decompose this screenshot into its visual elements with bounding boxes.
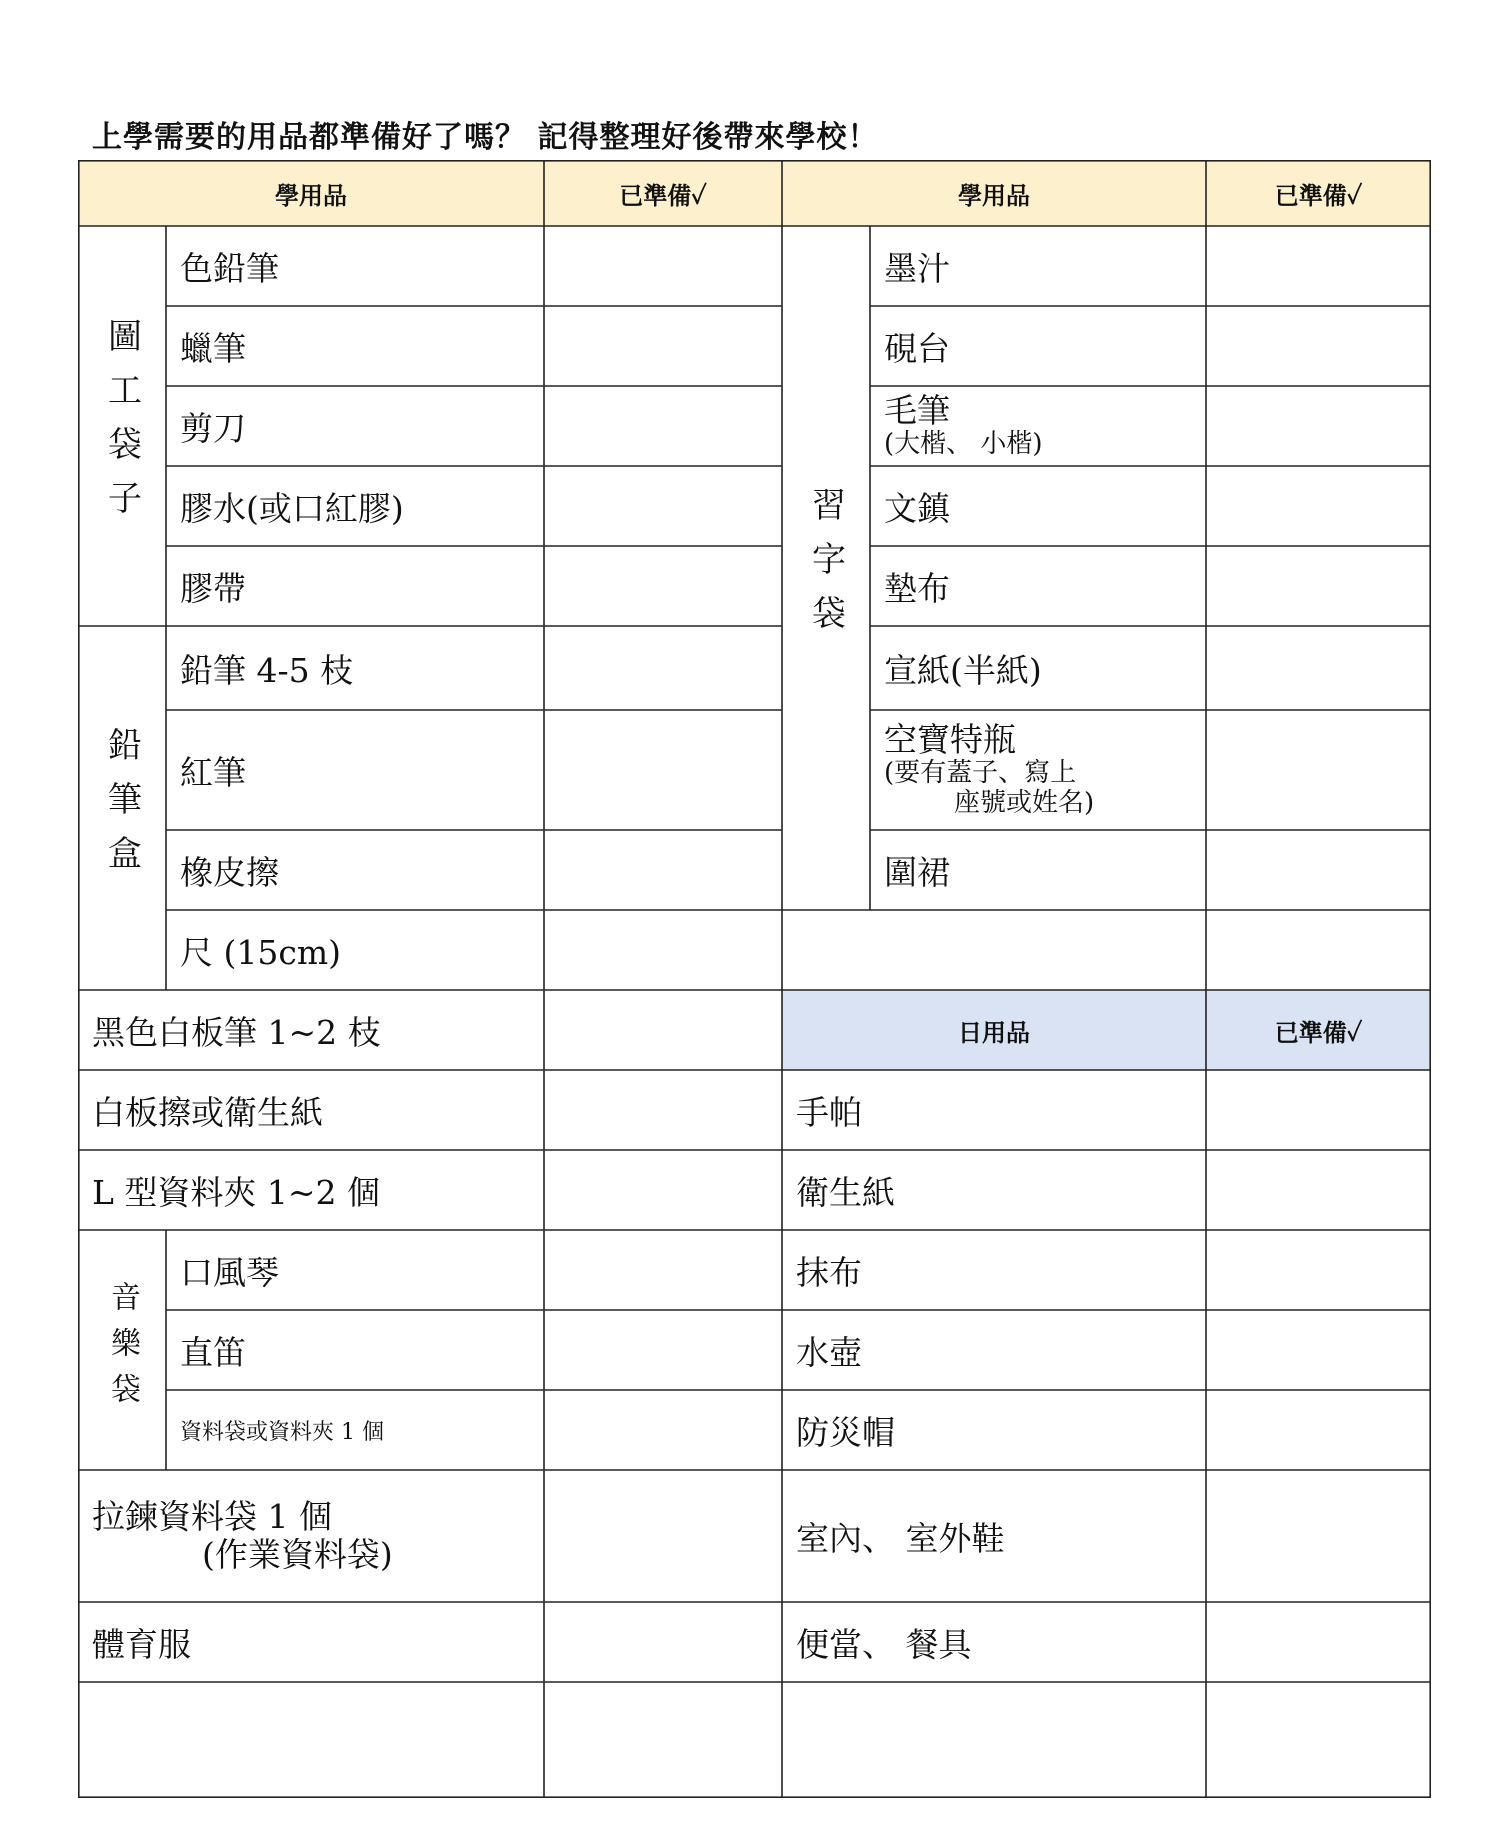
ready-checkbox-right[interactable] [1206, 910, 1431, 990]
item-harmonica: 口風琴 [180, 1252, 279, 1292]
item-ruler: 尺 (15cm) [180, 932, 342, 972]
item-brush-line2: (大楷、 小楷) [884, 429, 1043, 460]
item-bottle [870, 710, 1206, 830]
item-zip-bag-line1: 拉鍊資料袋 1 個 [92, 1497, 332, 1537]
item-pe-uniform: 體育服 [92, 1624, 191, 1664]
item-music-folder: 資料袋或資料夾 1 個 [180, 1419, 384, 1445]
ready-checkbox-left[interactable] [544, 226, 782, 306]
item-felt: 墊布 [884, 568, 950, 608]
group-calligraphy-bag: 習字袋 [805, 487, 846, 649]
header-ready-right: 已準備✓ [1274, 180, 1363, 210]
item-water-bottle: 水壺 [796, 1332, 862, 1372]
ready-checkbox-left[interactable] [544, 1682, 782, 1798]
ready-checkbox-left[interactable] [544, 1310, 782, 1390]
supply-checklist-table [78, 160, 1431, 1798]
item-pencils: 鉛筆 4-5 枝 [180, 650, 354, 690]
ready-checkbox-right[interactable] [1206, 226, 1431, 306]
item-lunchbox: 便當、 餐具 [796, 1624, 972, 1664]
ready-checkbox-left[interactable] [544, 830, 782, 910]
header-item-right: 學用品 [958, 180, 1030, 210]
ready-checkbox-left[interactable] [544, 546, 782, 626]
item-whiteboard-marker: 黑色白板筆 1~2 枝 [92, 1012, 381, 1052]
ready-checkbox-right[interactable] [1206, 306, 1431, 386]
ready-checkbox-left[interactable] [544, 710, 782, 830]
ready-checkbox-right[interactable] [1206, 1390, 1431, 1470]
ready-checkbox-left[interactable] [544, 1470, 782, 1602]
item-rice-paper: 宣紙(半紙) [884, 650, 1042, 690]
ready-checkbox-left[interactable] [544, 910, 782, 990]
header-daily-ready: 已準備✓ [1274, 1017, 1363, 1047]
item-eraser: 橡皮擦 [180, 852, 279, 892]
ready-checkbox-left[interactable] [544, 1390, 782, 1470]
ready-checkbox-right[interactable] [1206, 466, 1431, 546]
item-handkerchief: 手帕 [796, 1092, 862, 1132]
item-bottle-line2: (要有蓋子、寫上 [884, 758, 1077, 789]
header-daily-item: 日用品 [958, 1017, 1030, 1047]
item-ink: 墨汁 [884, 248, 950, 288]
item-tape: 膠帶 [180, 568, 246, 608]
ready-checkbox-left[interactable] [544, 1230, 782, 1310]
ready-checkbox-left[interactable] [544, 466, 782, 546]
ready-checkbox-left[interactable] [544, 306, 782, 386]
ready-checkbox-right[interactable] [1206, 386, 1431, 466]
ready-checkbox-right[interactable] [1206, 1150, 1431, 1230]
ready-checkbox-right[interactable] [1206, 1070, 1431, 1150]
group-pencil-case: 鉛筆盒 [101, 727, 142, 889]
item-inkstone: 硯台 [884, 328, 950, 368]
item-brush-line1: 毛筆 [884, 391, 950, 431]
item-recorder: 直笛 [180, 1332, 246, 1372]
header-ready-left: 已準備✓ [619, 180, 707, 210]
ready-checkbox-left[interactable] [544, 990, 782, 1070]
item-hood: 防災帽 [796, 1412, 895, 1452]
item-apron: 圍裙 [884, 852, 950, 892]
ready-checkbox-left[interactable] [544, 1070, 782, 1150]
item-tissue: 衛生紙 [796, 1172, 895, 1212]
ready-checkbox-right[interactable] [1206, 1310, 1431, 1390]
item-l-folder: L 型資料夾 1~2 個 [92, 1172, 381, 1212]
item-bottle-line1: 空寶特瓶 [884, 720, 1016, 760]
group-art-bag: 圖工袋子 [101, 318, 142, 534]
item-colored-pencil: 色鉛筆 [180, 248, 279, 288]
item-brush [870, 386, 1206, 466]
page-title: 上學需要的用品都準備好了嗎？ 記得整理好後帶來學校！ [92, 120, 879, 155]
item-whiteboard-eraser: 白板擦或衛生紙 [92, 1092, 323, 1132]
ready-checkbox-left[interactable] [544, 626, 782, 710]
item-red-pen: 紅筆 [180, 752, 246, 792]
ready-checkbox-right[interactable] [1206, 830, 1431, 910]
item-scissors: 剪刀 [180, 408, 246, 448]
ready-checkbox-left[interactable] [544, 1602, 782, 1682]
ready-checkbox-right[interactable] [1206, 1230, 1431, 1310]
item-zip-bag [78, 1470, 544, 1602]
ready-checkbox-right[interactable] [1206, 1682, 1431, 1798]
ready-checkbox-right[interactable] [1206, 626, 1431, 710]
ready-checkbox-left[interactable] [544, 1150, 782, 1230]
item-bottle-line3: 座號或姓名) [954, 787, 1095, 818]
item-rag: 抹布 [796, 1252, 862, 1292]
ready-checkbox-right[interactable] [1206, 1470, 1431, 1602]
item-zip-bag-line2: (作業資料袋) [202, 1535, 393, 1574]
group-music-bag: 音樂袋 [105, 1281, 140, 1419]
item-glue: 膠水(或口紅膠) [180, 488, 404, 528]
ready-checkbox-right[interactable] [1206, 546, 1431, 626]
item-shoes: 室內、 室外鞋 [796, 1518, 1005, 1558]
ready-checkbox-right[interactable] [1206, 710, 1431, 830]
item-paperweight: 文鎮 [884, 488, 950, 528]
ready-checkbox-right[interactable] [1206, 1602, 1431, 1682]
header-item-left: 學用品 [275, 180, 347, 210]
ready-checkbox-left[interactable] [544, 386, 782, 466]
item-crayon: 蠟筆 [180, 328, 246, 368]
